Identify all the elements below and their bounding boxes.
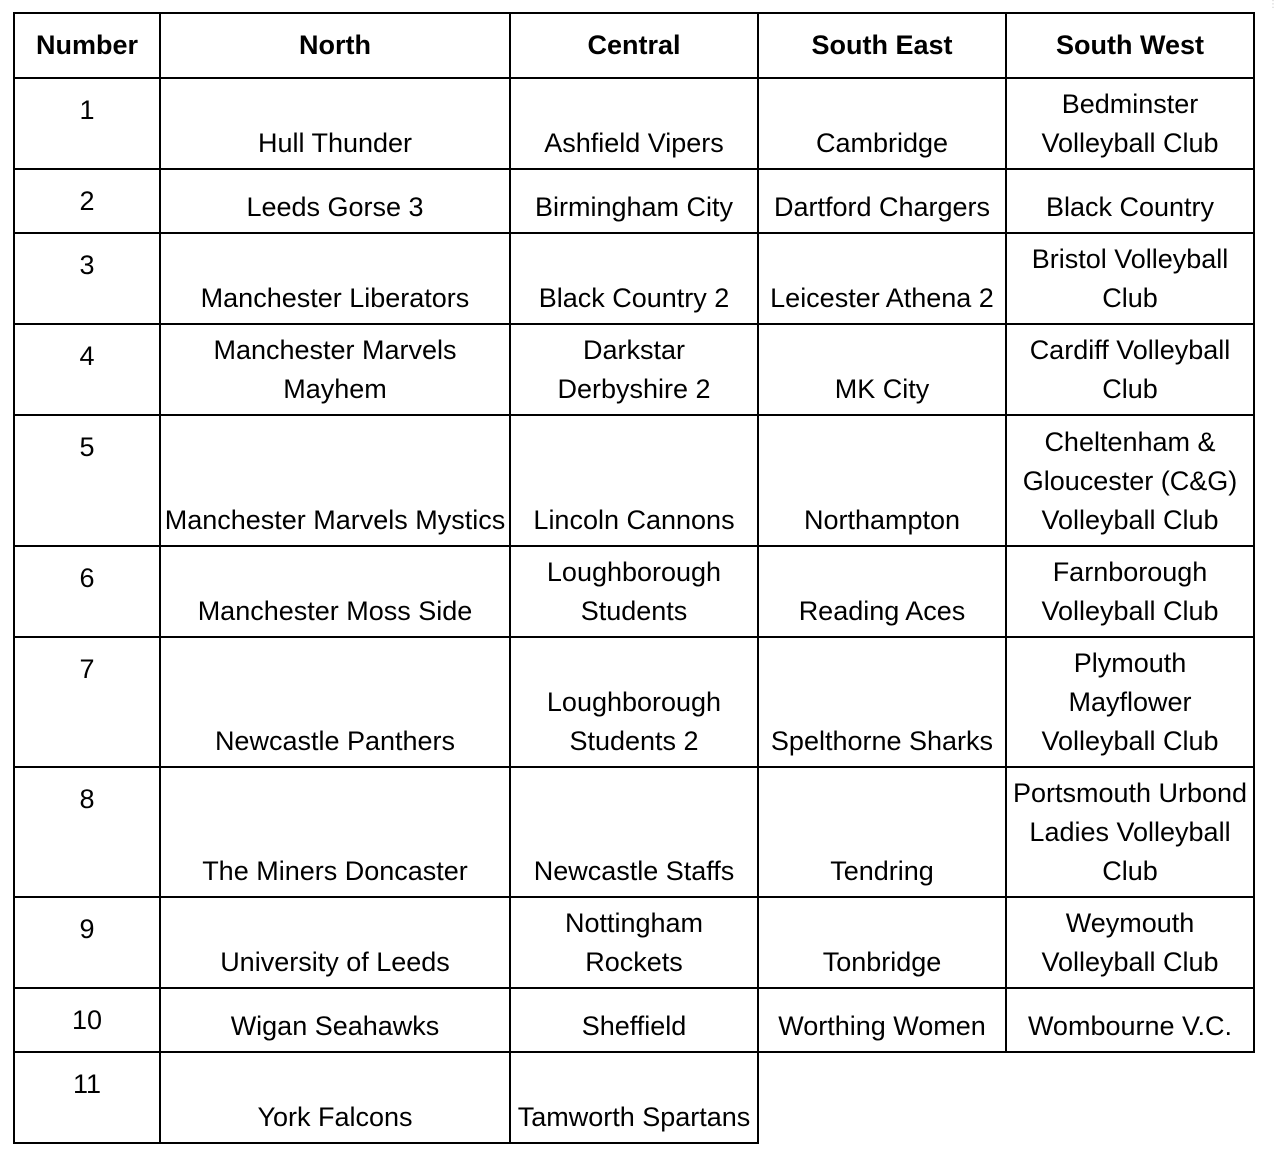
south-east-cell: Reading Aces [758, 546, 1006, 637]
row-number: 8 [14, 767, 160, 897]
row-number: 1 [14, 78, 160, 169]
row-number: 5 [14, 415, 160, 546]
empty-cell [1006, 1052, 1254, 1143]
header-number: Number [14, 13, 160, 78]
south-west-cell: Bedminster Volleyball Club [1006, 78, 1254, 169]
south-west-cell: Bristol Volleyball Club [1006, 233, 1254, 324]
table-row [14, 637, 1254, 767]
table-row [14, 767, 1254, 897]
header-south-west: South West [1006, 13, 1254, 78]
header-south-east: South East [758, 13, 1006, 78]
north-cell: Leeds Gorse 3 [160, 169, 510, 233]
central-cell: Ashfield Vipers [510, 78, 758, 169]
table-row [14, 324, 1254, 415]
south-west-cell: Weymouth Volleyball Club [1006, 897, 1254, 988]
table-row [14, 897, 1254, 988]
south-east-cell: Dartford Chargers [758, 169, 1006, 233]
central-cell: Darkstar Derbyshire 2 [510, 324, 758, 415]
row-number: 4 [14, 324, 160, 415]
south-east-cell: Spelthorne Sharks [758, 637, 1006, 767]
south-east-cell: Worthing Women [758, 988, 1006, 1052]
central-cell: Loughborough Students [510, 546, 758, 637]
table-row [14, 988, 1254, 1052]
south-east-cell: Tendring [758, 767, 1006, 897]
north-cell: York Falcons [160, 1052, 510, 1143]
resize-handle-icon[interactable]: ⋮ [1268, 0, 1278, 10]
row-number: 11 [14, 1052, 160, 1143]
row-number: 3 [14, 233, 160, 324]
row-number: 7 [14, 637, 160, 767]
central-cell: Loughborough Students 2 [510, 637, 758, 767]
central-cell: Tamworth Spartans [510, 1052, 758, 1143]
north-cell: The Miners Doncaster [160, 767, 510, 897]
south-west-cell: Black Country [1006, 169, 1254, 233]
central-cell: Newcastle Staffs [510, 767, 758, 897]
south-west-cell: Portsmouth Urbond Ladies Volleyball Club [1006, 767, 1254, 897]
north-cell: University of Leeds [160, 897, 510, 988]
table-row [14, 415, 1254, 546]
north-cell: Manchester Moss Side [160, 546, 510, 637]
table-row [14, 78, 1254, 169]
south-west-cell: Farnborough Volleyball Club [1006, 546, 1254, 637]
row-number: 6 [14, 546, 160, 637]
north-cell: Manchester Marvels Mystics [160, 415, 510, 546]
row-number: 2 [14, 169, 160, 233]
central-cell: Sheffield [510, 988, 758, 1052]
central-cell: Black Country 2 [510, 233, 758, 324]
north-cell: Manchester Marvels Mayhem [160, 324, 510, 415]
table-row [14, 1052, 1254, 1143]
row-number: 10 [14, 988, 160, 1052]
south-west-cell: Wombourne V.C. [1006, 988, 1254, 1052]
south-west-cell: Cheltenham & Gloucester (C&G) Volleyball Club [1006, 415, 1254, 546]
north-cell: Wigan Seahawks [160, 988, 510, 1052]
south-west-cell: Cardiff Volleyball Club [1006, 324, 1254, 415]
central-cell: Nottingham Rockets [510, 897, 758, 988]
north-cell: Hull Thunder [160, 78, 510, 169]
table-row [14, 233, 1254, 324]
table-row [14, 546, 1254, 637]
empty-cell [758, 1052, 1006, 1143]
central-cell: Lincoln Cannons [510, 415, 758, 546]
table-row [14, 169, 1254, 233]
header-row [14, 13, 1254, 78]
south-east-cell: Tonbridge [758, 897, 1006, 988]
south-east-cell: MK City [758, 324, 1006, 415]
south-east-cell: Leicester Athena 2 [758, 233, 1006, 324]
teams-table [13, 12, 1255, 1144]
south-east-cell: Cambridge [758, 78, 1006, 169]
row-number: 9 [14, 897, 160, 988]
north-cell: Manchester Liberators [160, 233, 510, 324]
north-cell: Newcastle Panthers [160, 637, 510, 767]
central-cell: Birmingham City [510, 169, 758, 233]
south-west-cell: Plymouth Mayflower Volleyball Club [1006, 637, 1254, 767]
header-central: Central [510, 13, 758, 78]
south-east-cell: Northampton [758, 415, 1006, 546]
header-north: North [160, 13, 510, 78]
